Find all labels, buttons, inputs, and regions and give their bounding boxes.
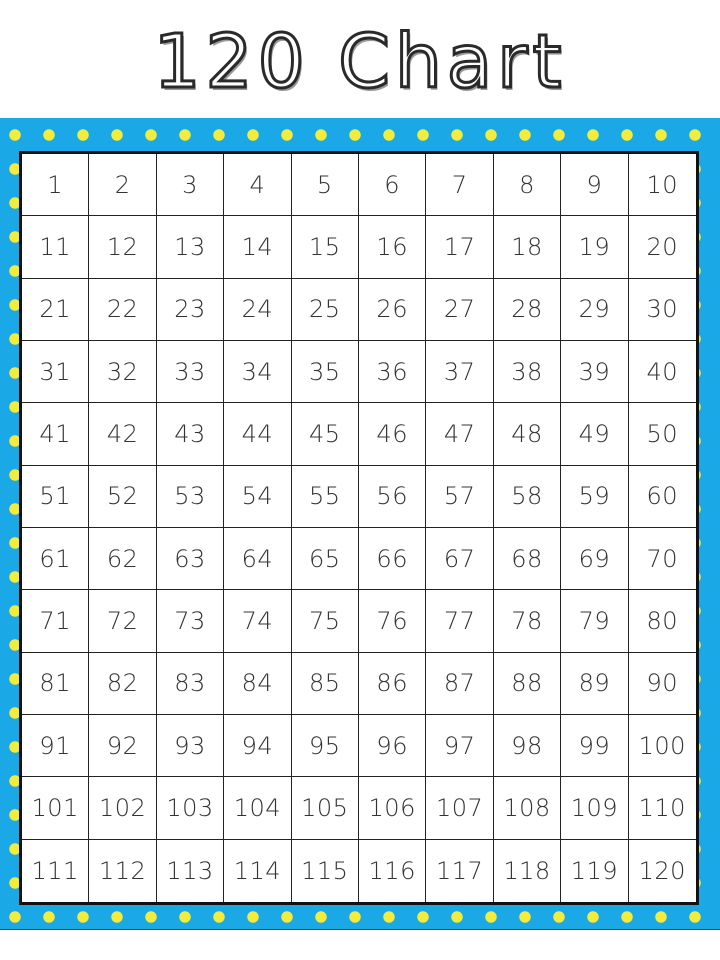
- grid-cell-7: 7: [426, 154, 493, 216]
- grid-cell-60: 60: [629, 466, 696, 528]
- grid-cell-30: 30: [629, 279, 696, 341]
- grid-cell-11: 11: [22, 216, 89, 278]
- grid-cell-59: 59: [561, 466, 628, 528]
- grid-cell-78: 78: [494, 590, 561, 652]
- grid-cell-48: 48: [494, 403, 561, 465]
- grid-cell-12: 12: [89, 216, 156, 278]
- grid-cell-85: 85: [292, 653, 359, 715]
- grid-cell-81: 81: [22, 653, 89, 715]
- grid-cell-95: 95: [292, 715, 359, 777]
- grid-cell-41: 41: [22, 403, 89, 465]
- grid-cell-76: 76: [359, 590, 426, 652]
- grid-cell-23: 23: [157, 279, 224, 341]
- grid-cell-66: 66: [359, 528, 426, 590]
- grid-cell-82: 82: [89, 653, 156, 715]
- grid-cell-98: 98: [494, 715, 561, 777]
- grid-cell-94: 94: [224, 715, 291, 777]
- grid-cell-40: 40: [629, 341, 696, 403]
- grid-cell-34: 34: [224, 341, 291, 403]
- grid-cell-80: 80: [629, 590, 696, 652]
- grid-cell-100: 100: [629, 715, 696, 777]
- grid-cell-39: 39: [561, 341, 628, 403]
- grid-cell-68: 68: [494, 528, 561, 590]
- grid-cell-79: 79: [561, 590, 628, 652]
- grid-cell-119: 119: [561, 840, 628, 902]
- grid-cell-43: 43: [157, 403, 224, 465]
- grid-cell-57: 57: [426, 466, 493, 528]
- grid-cell-19: 19: [561, 216, 628, 278]
- grid-cell-10: 10: [629, 154, 696, 216]
- grid-cell-113: 113: [157, 840, 224, 902]
- grid-cell-86: 86: [359, 653, 426, 715]
- grid-cell-56: 56: [359, 466, 426, 528]
- grid-cell-21: 21: [22, 279, 89, 341]
- grid-cell-50: 50: [629, 403, 696, 465]
- grid-cell-105: 105: [292, 777, 359, 839]
- grid-cell-74: 74: [224, 590, 291, 652]
- grid-cell-35: 35: [292, 341, 359, 403]
- grid-cell-9: 9: [561, 154, 628, 216]
- grid-cell-52: 52: [89, 466, 156, 528]
- grid-cell-22: 22: [89, 279, 156, 341]
- grid-cell-89: 89: [561, 653, 628, 715]
- grid-cell-8: 8: [494, 154, 561, 216]
- grid-cell-114: 114: [224, 840, 291, 902]
- grid-cell-101: 101: [22, 777, 89, 839]
- grid-cell-5: 5: [292, 154, 359, 216]
- grid-cell-24: 24: [224, 279, 291, 341]
- grid-cell-61: 61: [22, 528, 89, 590]
- grid-cell-102: 102: [89, 777, 156, 839]
- grid-cell-88: 88: [494, 653, 561, 715]
- grid-cell-36: 36: [359, 341, 426, 403]
- grid-cell-3: 3: [157, 154, 224, 216]
- page-title: 120 Chart: [153, 19, 567, 105]
- grid-cell-58: 58: [494, 466, 561, 528]
- grid-cell-116: 116: [359, 840, 426, 902]
- grid-cell-91: 91: [22, 715, 89, 777]
- grid-cell-26: 26: [359, 279, 426, 341]
- grid-cell-107: 107: [426, 777, 493, 839]
- grid-cell-99: 99: [561, 715, 628, 777]
- grid-cell-75: 75: [292, 590, 359, 652]
- grid-cell-110: 110: [629, 777, 696, 839]
- grid-cell-2: 2: [89, 154, 156, 216]
- grid-cell-106: 106: [359, 777, 426, 839]
- grid-cell-27: 27: [426, 279, 493, 341]
- grid-cell-63: 63: [157, 528, 224, 590]
- grid-cell-28: 28: [494, 279, 561, 341]
- grid-cell-120: 120: [638, 856, 686, 885]
- grid-cell-14: 14: [224, 216, 291, 278]
- grid-cell-25: 25: [292, 279, 359, 341]
- grid-cell-111: 111: [22, 840, 89, 902]
- grid-cell-73: 73: [157, 590, 224, 652]
- grid-cell-13: 13: [157, 216, 224, 278]
- grid-cell-92: 92: [89, 715, 156, 777]
- grid-cell-62: 62: [89, 528, 156, 590]
- grid-cell-38: 38: [494, 341, 561, 403]
- grid-cell-70: 70: [629, 528, 696, 590]
- grid-cell-49: 49: [561, 403, 628, 465]
- grid-cell-17: 17: [426, 216, 493, 278]
- title-area: [0, 0, 720, 118]
- grid-cell-104: 104: [224, 777, 291, 839]
- grid-cell-103: 103: [157, 777, 224, 839]
- grid-cell-47: 47: [426, 403, 493, 465]
- grid-cell-20: 20: [629, 216, 696, 278]
- grid-cell-64: 64: [224, 528, 291, 590]
- grid-cell-97: 97: [426, 715, 493, 777]
- number-grid: [19, 151, 699, 905]
- grid-cell-33: 33: [157, 341, 224, 403]
- grid-cell-72: 72: [89, 590, 156, 652]
- grid-cell-51: 51: [22, 466, 89, 528]
- grid-cell-96: 96: [359, 715, 426, 777]
- grid-cell-115: 115: [292, 840, 359, 902]
- grid-cell-108: 108: [494, 777, 561, 839]
- grid-cell-112: 112: [89, 840, 156, 902]
- grid-cell-109: 109: [561, 777, 628, 839]
- grid-cell-42: 42: [89, 403, 156, 465]
- grid-cell-32: 32: [89, 341, 156, 403]
- grid-cell-55: 55: [292, 466, 359, 528]
- grid-cell-16: 16: [359, 216, 426, 278]
- grid-cell-37: 37: [426, 341, 493, 403]
- grid-cell-69: 69: [561, 528, 628, 590]
- grid-cell-90: 90: [629, 653, 696, 715]
- bottom-divider: [0, 929, 720, 930]
- grid-cell-18: 18: [494, 216, 561, 278]
- grid-cell-4: 4: [224, 154, 291, 216]
- grid-cell-77: 77: [426, 590, 493, 652]
- grid-cell-84: 84: [224, 653, 291, 715]
- grid-cell-117: 117: [426, 840, 493, 902]
- grid-cell-6: 6: [359, 154, 426, 216]
- grid-cell-1: 1: [22, 154, 89, 216]
- grid-cell-46: 46: [359, 403, 426, 465]
- grid-cell-54: 54: [224, 466, 291, 528]
- grid-cell-118: 118: [494, 840, 561, 902]
- grid-cell-87: 87: [426, 653, 493, 715]
- grid-cell-53: 53: [157, 466, 224, 528]
- grid-cell-65: 65: [292, 528, 359, 590]
- grid-cell-29: 29: [561, 279, 628, 341]
- grid-cell-93: 93: [157, 715, 224, 777]
- grid-cell-45: 45: [292, 403, 359, 465]
- grid-cell-67: 67: [426, 528, 493, 590]
- grid-cell-15: 15: [292, 216, 359, 278]
- grid-cell-83: 83: [157, 653, 224, 715]
- grid-cell-31: 31: [22, 341, 89, 403]
- grid-cell-44: 44: [224, 403, 291, 465]
- grid-cell-71: 71: [22, 590, 89, 652]
